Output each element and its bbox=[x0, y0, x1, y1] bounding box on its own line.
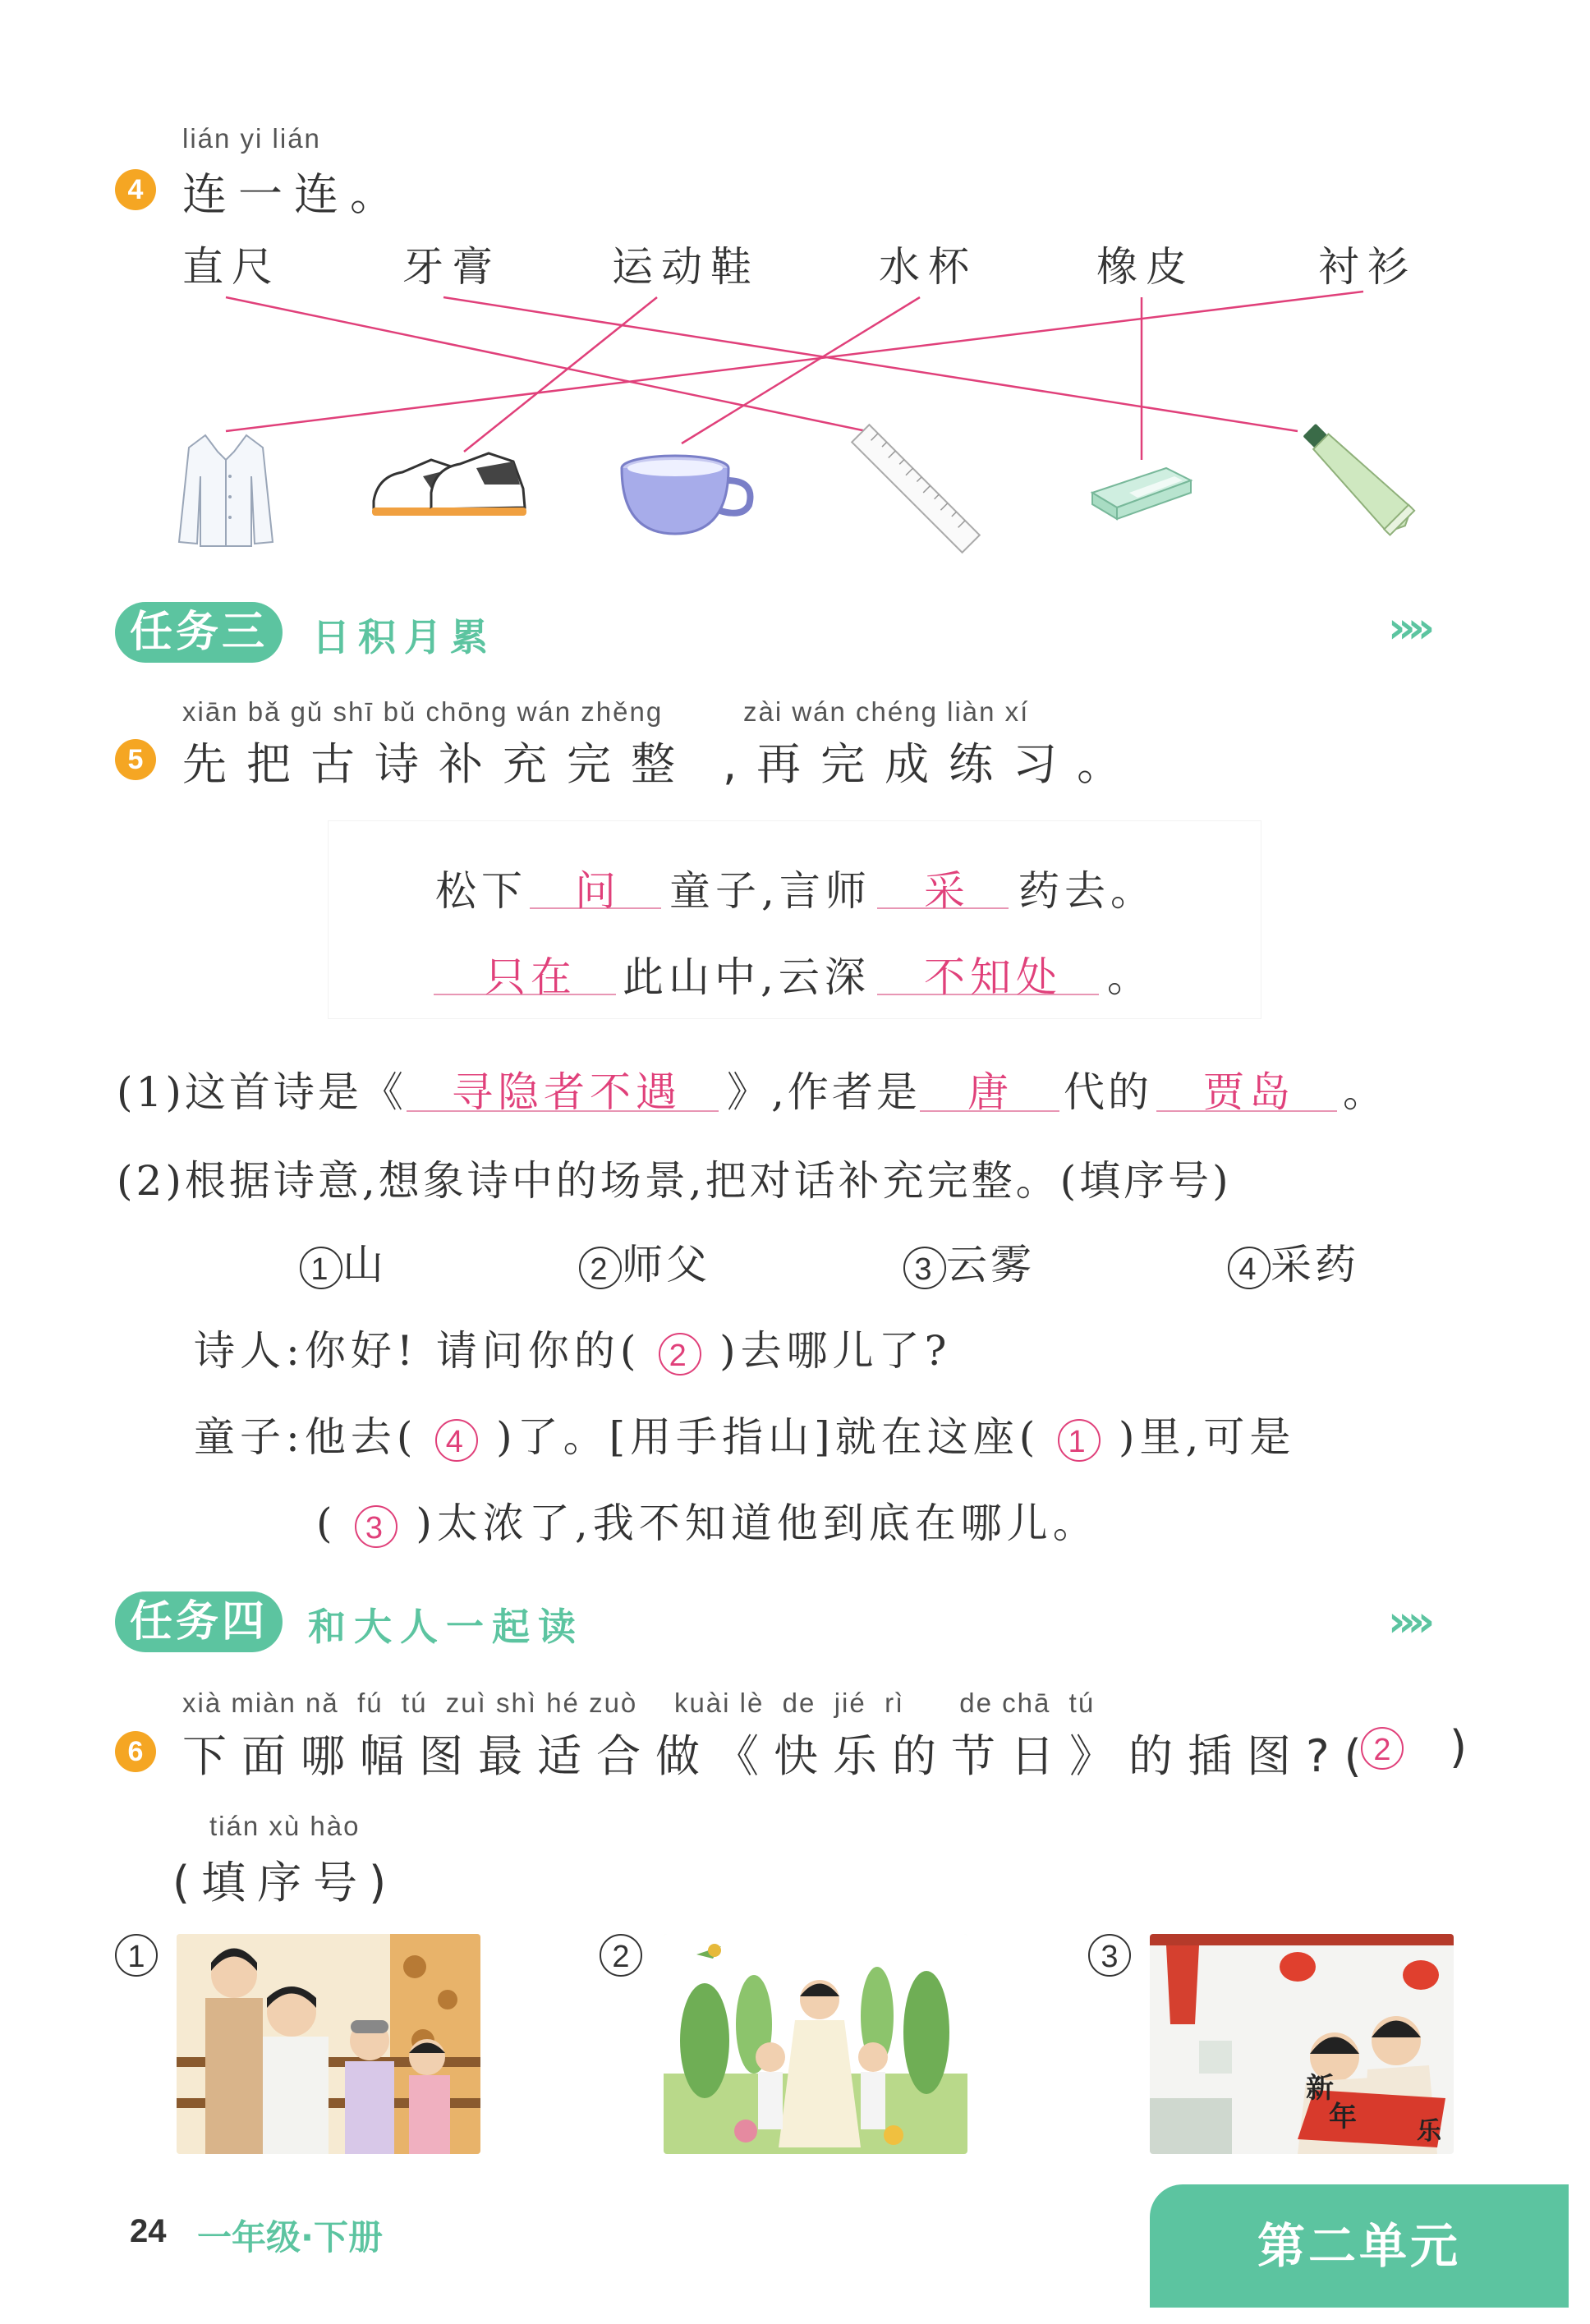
poem-answer-3: 只在 bbox=[485, 953, 577, 1001]
zoo-family-art bbox=[177, 1934, 480, 2154]
dialogue-line-3: ( 3 )太浓了,我不知道他到底在哪儿。 bbox=[316, 1500, 1099, 1547]
task3-badge: 任务三 bbox=[115, 602, 283, 663]
poem-line1-part1: 松下 bbox=[435, 867, 527, 915]
match-word-eraser[interactable]: 橡皮 bbox=[1096, 243, 1195, 291]
pic2-label: 2 bbox=[600, 1928, 642, 1977]
dynasty-answer: 唐 bbox=[967, 1068, 1013, 1116]
option-4: 4 采药 bbox=[1228, 1232, 1359, 1291]
ruler-icon bbox=[846, 419, 986, 558]
dialogue-line-2: 童子:他去( 4 )了。[用手指山]就在这座( 1 )里,可是 bbox=[194, 1413, 1296, 1461]
toothpaste-icon bbox=[1289, 423, 1429, 546]
banner-char-3: 乐 bbox=[1417, 2117, 1441, 2146]
shirt-icon bbox=[172, 427, 279, 550]
line-toothpaste bbox=[443, 297, 1298, 431]
dialogue-answer-3[interactable]: 1 bbox=[1058, 1419, 1101, 1462]
unit-tab: 第二单元 bbox=[1150, 2184, 1569, 2308]
option-1-number: 1 bbox=[300, 1247, 342, 1289]
q5-p1-pre: (1)这首诗是《 bbox=[117, 1068, 407, 1116]
match-word-ruler[interactable]: 直尺 bbox=[182, 243, 281, 291]
q5-p1-mid: 》,作者是 bbox=[727, 1068, 921, 1116]
q5-pinyin-b: zài wán chéng liàn xí bbox=[743, 696, 1030, 727]
match-word-shirt[interactable]: 衬衫 bbox=[1318, 243, 1417, 291]
poem-line1-part3: 药去。 bbox=[1018, 867, 1156, 915]
option-3: 3 云雾 bbox=[903, 1232, 1035, 1291]
q4-pinyin: lián yi lián bbox=[182, 123, 321, 154]
q5-number-badge: 5 bbox=[115, 739, 156, 780]
grade-label: 一年级·下册 bbox=[197, 2217, 383, 2257]
zoo-family-picture[interactable] bbox=[177, 1934, 480, 2154]
q6-title: 下面哪幅图最适合做《快乐的节日》的插图?( bbox=[182, 1730, 1376, 1782]
dialogue-answer-2[interactable]: 4 bbox=[435, 1419, 478, 1462]
option-1: 1 山 bbox=[300, 1232, 387, 1291]
line-sneaker bbox=[464, 297, 657, 452]
poem-answer-1: 问 bbox=[575, 867, 621, 915]
q5-title-b: ,再完成练习。 bbox=[723, 738, 1142, 790]
match-word-toothpaste[interactable]: 牙膏 bbox=[402, 243, 501, 291]
new-year-art bbox=[1150, 1934, 1454, 2154]
eraser-icon bbox=[1084, 443, 1199, 526]
author-answer: 贾岛 bbox=[1203, 1068, 1295, 1116]
q6-number-badge: 6 bbox=[115, 1731, 156, 1772]
q6-close-paren: ) bbox=[1450, 1721, 1479, 1773]
option-2: 2 师父 bbox=[579, 1232, 710, 1291]
task4-subtitle: 和大人一起读 bbox=[308, 1605, 584, 1649]
poem-line2-end: 。 bbox=[1107, 953, 1153, 1001]
poem-answer-4: 不知处 bbox=[924, 953, 1062, 1001]
q6-answer[interactable]: 2 bbox=[1361, 1721, 1404, 1770]
match-word-sneaker[interactable]: 运动鞋 bbox=[612, 243, 760, 291]
option-2-number: 2 bbox=[579, 1247, 622, 1289]
banner-char-1: 新 bbox=[1306, 2072, 1334, 2105]
park-children-picture[interactable] bbox=[664, 1934, 967, 2154]
line-shirt bbox=[226, 292, 1363, 431]
option-4-number: 4 bbox=[1228, 1247, 1271, 1289]
sneaker-icon bbox=[365, 443, 530, 526]
match-word-cup[interactable]: 水杯 bbox=[879, 243, 977, 291]
cup-icon bbox=[618, 452, 757, 542]
q5-p1-mid2: 代的 bbox=[1064, 1068, 1152, 1116]
task3-arrow-icon: »» bbox=[1388, 604, 1427, 653]
poem-line2-part1: 此山中,云深 bbox=[623, 953, 871, 1001]
q6-sub: (填序号) bbox=[172, 1857, 398, 1908]
dialogue-answer-1[interactable]: 2 bbox=[659, 1333, 701, 1376]
banner-char-2: 年 bbox=[1329, 2101, 1357, 2133]
page-number: 24 bbox=[130, 2213, 167, 2249]
task4-arrow-icon: »» bbox=[1388, 1597, 1427, 1647]
q5-p1-end: 。 bbox=[1343, 1068, 1389, 1116]
dialogue-line-1: 诗人:你好! 请问你的( 2 )去哪儿了? bbox=[194, 1327, 952, 1375]
option-3-number: 3 bbox=[903, 1247, 946, 1289]
park-children-art bbox=[664, 1934, 967, 2154]
pic3-label: 3 bbox=[1088, 1928, 1131, 1977]
q5-p2-prompt: (2)根据诗意,想象诗中的场景,把对话补充完整。(填序号) bbox=[117, 1157, 1232, 1205]
q5-title-a: 先把古诗补充完整 bbox=[182, 738, 695, 790]
q4-title: 连一连。 bbox=[182, 168, 406, 220]
q6-pinyin: xià miàn nǎ fú tú zuì shì hé zuò kuài lè de jié rì de chā tú bbox=[182, 1688, 1096, 1718]
poem-line1-part2: 童子,言师 bbox=[669, 867, 871, 915]
q6-pinyin-2: tián xù hào bbox=[209, 1811, 361, 1841]
new-year-picture[interactable] bbox=[1150, 1934, 1454, 2154]
poem-answer-2: 采 bbox=[924, 867, 970, 915]
q5-pinyin-a: xiān bǎ gǔ shī bǔ chōng wán zhěng bbox=[182, 696, 664, 727]
task3-subtitle: 日积月累 bbox=[312, 615, 496, 659]
dialogue-answer-4[interactable]: 3 bbox=[355, 1505, 398, 1548]
task4-badge: 任务四 bbox=[115, 1591, 283, 1652]
title-answer: 寻隐者不遇 bbox=[452, 1068, 682, 1116]
q4-number-badge: 4 bbox=[115, 169, 156, 210]
pic1-label: 1 bbox=[115, 1928, 158, 1977]
